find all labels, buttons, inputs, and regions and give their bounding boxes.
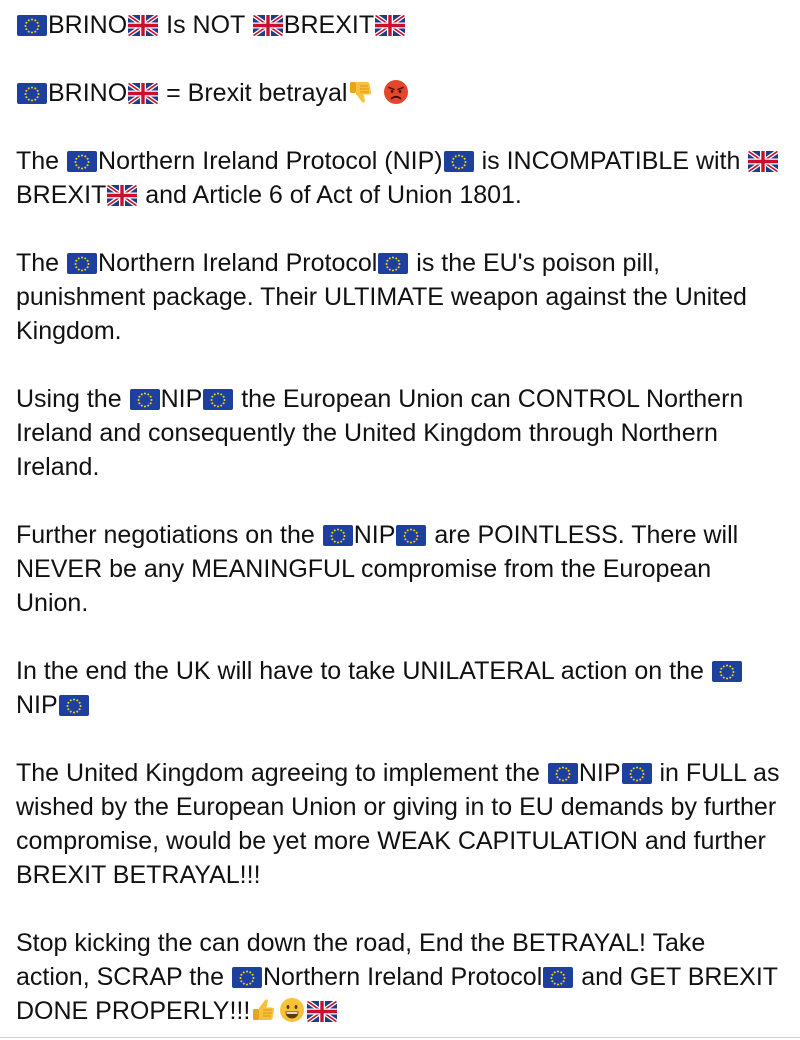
post-paragraph xyxy=(16,926,784,1028)
eu-flag-icon xyxy=(712,661,742,682)
text-segment: and GET BREXIT DONE PROPERLY!!! xyxy=(16,963,778,1025)
text-segment: The xyxy=(16,249,67,277)
text-segment: is INCOMPATIBLE with xyxy=(474,147,748,175)
eu-flag-icon xyxy=(17,83,47,104)
text-segment: NIP xyxy=(160,385,203,413)
text-segment: Northern Ireland Protocol (NIP) xyxy=(98,147,443,175)
divider xyxy=(0,1037,800,1038)
text-segment: the European Union can CONTROL Northern Ireland and consequently the United Kingdom through Northern Ireland. xyxy=(16,385,744,481)
thumbs-down-icon xyxy=(348,79,374,105)
eu-flag-icon xyxy=(59,695,89,716)
text-segment: NIP xyxy=(578,759,621,787)
post-paragraph xyxy=(16,8,784,42)
text-segment: Northern Ireland Protocol xyxy=(98,249,378,277)
text-segment: Is NOT xyxy=(159,11,252,39)
eu-flag-icon xyxy=(543,967,573,988)
uk-flag-icon xyxy=(128,83,158,104)
text-segment: BREXIT xyxy=(16,181,107,209)
uk-flag-icon xyxy=(128,15,158,36)
text-segment: are POINTLESS. There will NEVER be any MEANINGFUL compromise from the European Union. xyxy=(16,521,739,617)
post-paragraph xyxy=(16,654,784,722)
post-paragraph xyxy=(16,518,784,620)
text-segment: Northern Ireland Protocol xyxy=(262,963,543,991)
eu-flag-icon xyxy=(548,763,578,784)
text-segment: is the EU's poison pill, punishment package. Their ULTIMATE weapon against the United Kingdom. xyxy=(16,249,747,345)
post-paragraph xyxy=(16,756,784,892)
eu-flag-icon xyxy=(378,253,408,274)
uk-flag-icon xyxy=(375,15,405,36)
eu-flag-icon xyxy=(232,967,262,988)
thumbs-up-icon xyxy=(251,997,277,1023)
eu-flag-icon xyxy=(17,15,47,36)
text-segment: NIP xyxy=(16,691,58,719)
uk-flag-icon xyxy=(107,185,137,206)
angry-face-icon xyxy=(383,79,409,105)
post-paragraph xyxy=(16,144,784,212)
eu-flag-icon xyxy=(203,389,233,410)
text-segment: and Article 6 of Act of Union 1801. xyxy=(138,181,522,209)
eu-flag-icon xyxy=(130,389,160,410)
text-segment: in FULL as wished by the European Union or giving in to EU demands by further compromise, would be yet more WEAK CAPITULATION and further BREXIT BETRAYAL!!! xyxy=(16,759,780,889)
post-paragraph xyxy=(16,246,784,348)
eu-flag-icon xyxy=(323,525,353,546)
text-segment: The xyxy=(16,147,67,175)
text-segment: The United Kingdom agreeing to implement the xyxy=(16,759,547,787)
text-segment: BRINO xyxy=(48,79,128,107)
uk-flag-icon xyxy=(748,151,778,172)
eu-flag-icon xyxy=(444,151,474,172)
text-segment xyxy=(375,79,382,107)
eu-flag-icon xyxy=(396,525,426,546)
text-segment: BREXIT xyxy=(283,11,375,39)
uk-flag-icon xyxy=(253,15,283,36)
text-segment: NIP xyxy=(353,521,396,549)
eu-flag-icon xyxy=(67,253,97,274)
grinning-face-icon xyxy=(279,997,305,1023)
text-segment: Further negotiations on the xyxy=(16,521,322,549)
text-segment: In the end the UK will have to take UNILATERAL action on the xyxy=(16,657,711,685)
eu-flag-icon xyxy=(622,763,652,784)
text-segment: BRINO xyxy=(48,11,128,39)
post-paragraph xyxy=(16,382,784,484)
uk-flag-icon xyxy=(307,1001,337,1022)
text-segment: Using the xyxy=(16,385,129,413)
eu-flag-icon xyxy=(67,151,97,172)
post-paragraph xyxy=(16,76,784,110)
text-segment: = Brexit betrayal xyxy=(159,79,348,107)
text-segment: Stop kicking the can down the road, End the BETRAYAL! Take action, SCRAP the xyxy=(16,929,706,991)
